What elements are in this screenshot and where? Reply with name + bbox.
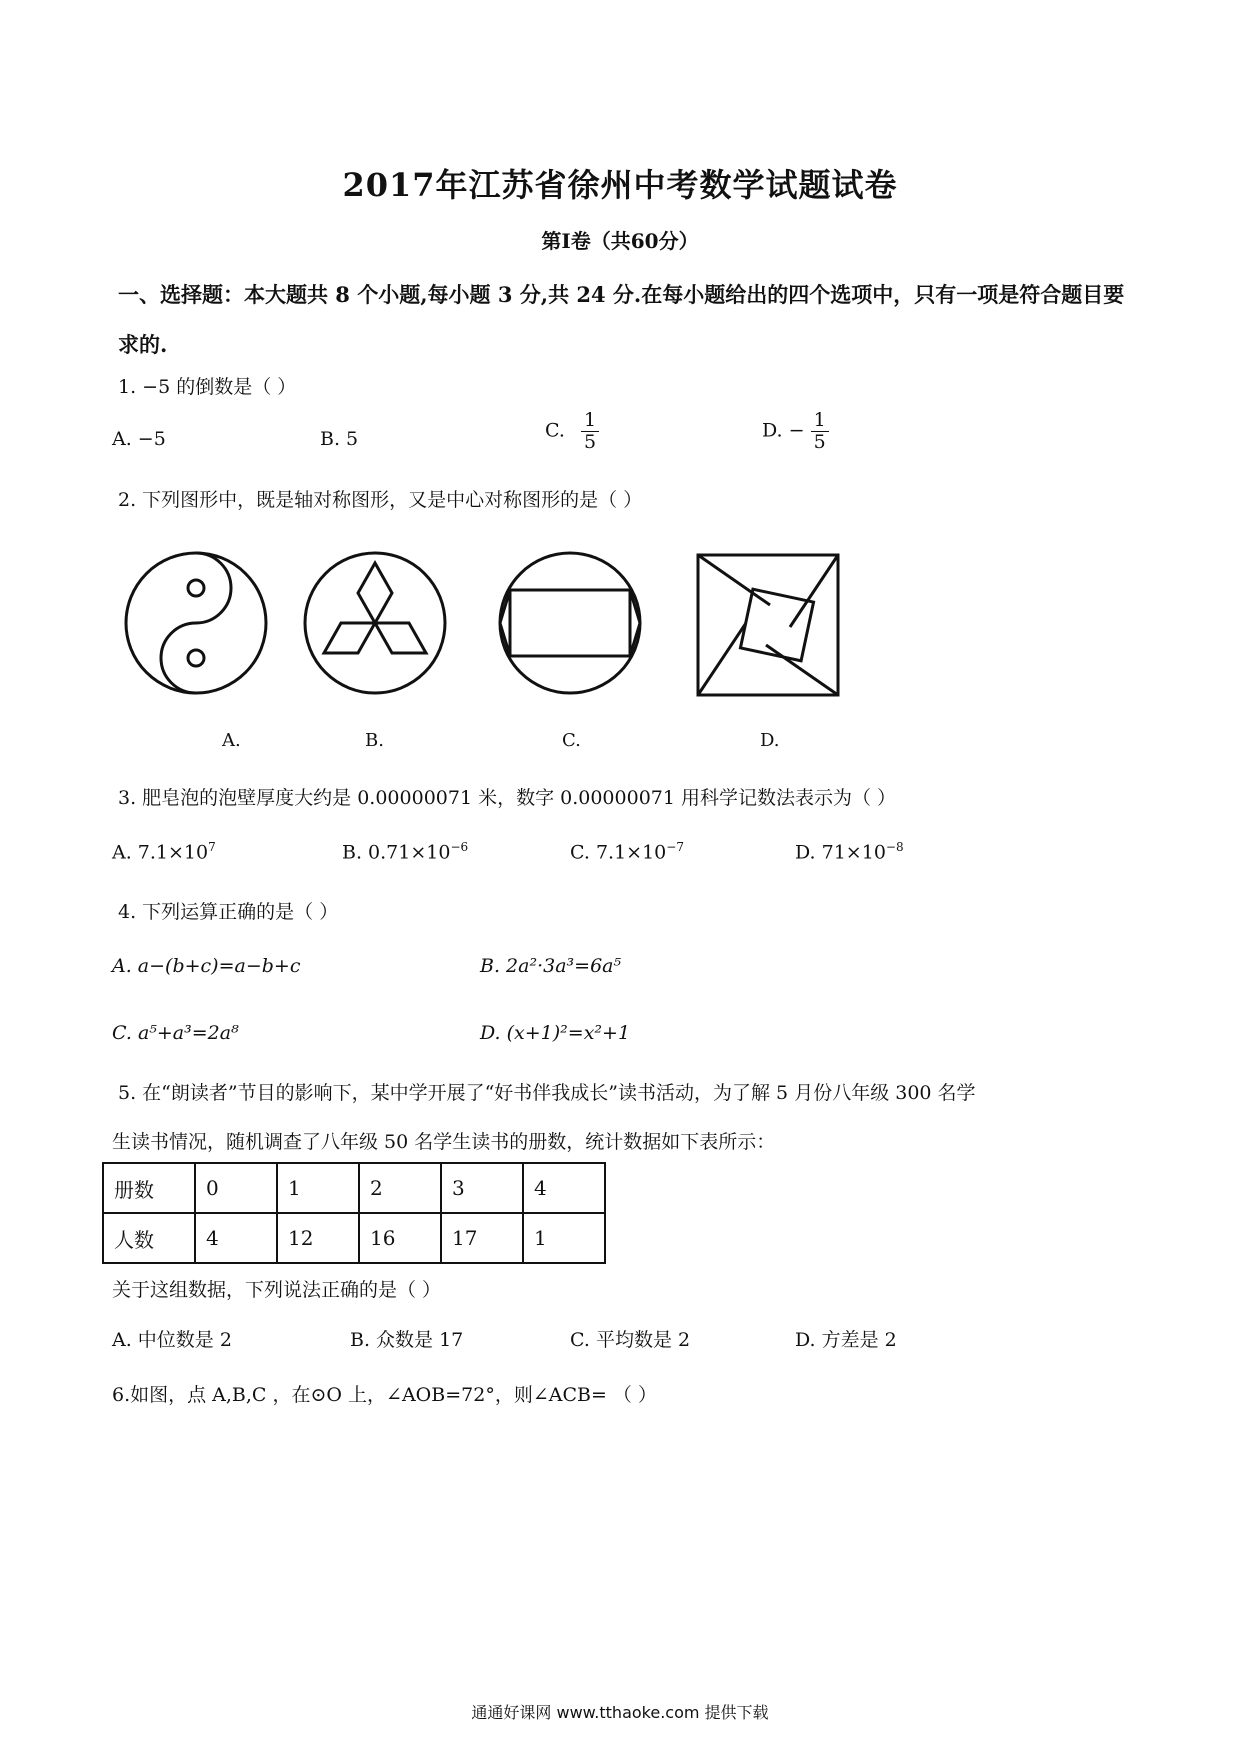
q3-option-c-exponent: −7	[666, 840, 684, 854]
q5-option-b: B. 众数是 17	[350, 1329, 464, 1351]
q1-option-d-numerator: 1	[811, 410, 829, 432]
q3-option-a-exponent: 7	[208, 840, 216, 854]
q1-option-c-denominator: 5	[583, 430, 597, 453]
table-cell: 17	[441, 1213, 523, 1263]
q5-option-a: A. 中位数是 2	[112, 1329, 232, 1351]
q3-option-c-base: C. 7.1×10	[570, 841, 667, 864]
q3-option-a-base: A. 7.1×10	[112, 841, 209, 864]
q3-option-a	[112, 840, 216, 863]
q3-stem: 3. 肥皂泡的泡壁厚度大约是 0.00000071 米，数字 0.00000071 用科学记数法表示为（ ）	[118, 787, 897, 809]
figure-b-three-diamonds	[305, 553, 445, 693]
page-title: 2017年江苏省徐州中考数学试题试卷	[342, 166, 898, 204]
q5-data-table	[102, 1162, 606, 1264]
q1-option-c	[545, 410, 599, 453]
q4-option-c: C. a⁵+a³=2a⁸	[112, 1022, 239, 1044]
q1-stem: 1. −5 的倒数是（ ）	[118, 376, 297, 398]
q5-stem-line2: 生读书情况，随机调查了八年级 50 名学生读书的册数，统计数据如下表所示：	[112, 1131, 776, 1153]
q2-label-b: B.	[365, 730, 384, 751]
section-heading: 一、选择题：本大题共 8 个小题,每小题 3 分,共 24 分.在每小题给出的四个选项中，只有一项是符合题目要求的.	[118, 282, 1125, 357]
q1-option-d-fraction	[811, 410, 829, 453]
q2-label-a: A.	[222, 730, 241, 751]
q1-option-d-label: D. −	[762, 419, 805, 442]
q1-option-c-numerator: 1	[581, 410, 599, 432]
table-cell: 1	[277, 1163, 359, 1213]
q1-option-a: A. −5	[112, 428, 166, 450]
table-cell: 0	[195, 1163, 277, 1213]
q3-option-b-base: B. 0.71×10	[342, 841, 451, 864]
q3-option-c	[570, 840, 684, 863]
figure-c-rectangle-in-circle	[500, 553, 640, 693]
figure-a-yin-yang	[126, 553, 266, 693]
q2-figures	[120, 545, 860, 710]
table-cell: 2	[359, 1163, 441, 1213]
q1-option-c-label: C.	[545, 419, 565, 442]
figure-d-pinwheel-square	[698, 555, 838, 695]
q4-option-a: A. a−(b+c)=a−b+c	[112, 955, 301, 977]
table-cell: 1	[523, 1213, 605, 1263]
table-row	[103, 1163, 605, 1213]
q4-stem: 4. 下列运算正确的是（ ）	[118, 901, 339, 923]
q2-label-d: D.	[760, 730, 780, 751]
q3-option-b-exponent: −6	[450, 840, 469, 854]
q4-option-b: B. 2a²·3a³=6a⁵	[480, 955, 622, 977]
q2-stem: 2. 下列图形中，既是轴对称图形，又是中心对称图形的是（ ）	[118, 489, 643, 511]
q1-option-b: B. 5	[320, 428, 359, 450]
page-subtitle: 第Ⅰ卷（共60分）	[541, 229, 699, 253]
q4-option-d: D. (x+1)²=x²+1	[480, 1022, 631, 1044]
q5-stem-line1: 5. 在“朗读者”节目的影响下，某中学开展了“好书伴我成长”读书活动，为了解 5 月份八年级 300 名学	[118, 1082, 976, 1104]
q5-option-d: D. 方差是 2	[795, 1329, 897, 1351]
q5-option-c: C. 平均数是 2	[570, 1329, 691, 1351]
table-row	[103, 1213, 605, 1263]
table-header-cell: 人数	[103, 1213, 195, 1263]
q3-option-d-base: D. 71×10	[795, 841, 886, 864]
table-cell: 12	[277, 1213, 359, 1263]
q3-option-d	[795, 840, 904, 863]
q3-option-d-exponent: −8	[885, 840, 904, 854]
table-cell: 16	[359, 1213, 441, 1263]
q3-option-b	[342, 840, 468, 863]
footer-credit: 通通好课网 www.tthaoke.com 提供下载	[471, 1703, 769, 1722]
table-cell: 4	[523, 1163, 605, 1213]
q5-followup: 关于这组数据，下列说法正确的是（ ）	[112, 1279, 442, 1301]
table-cell: 4	[195, 1213, 277, 1263]
q1-option-c-fraction	[581, 410, 599, 453]
table-cell: 3	[441, 1163, 523, 1213]
q1-option-d	[762, 410, 829, 453]
q2-label-c: C.	[562, 730, 581, 751]
q1-option-d-denominator: 5	[813, 430, 826, 453]
q6-stem: 6.如图，点 A,B,C ，在⊙O 上，∠AOB=72°，则∠ACB= （ ）	[112, 1384, 657, 1406]
table-header-cell: 册数	[103, 1163, 195, 1213]
